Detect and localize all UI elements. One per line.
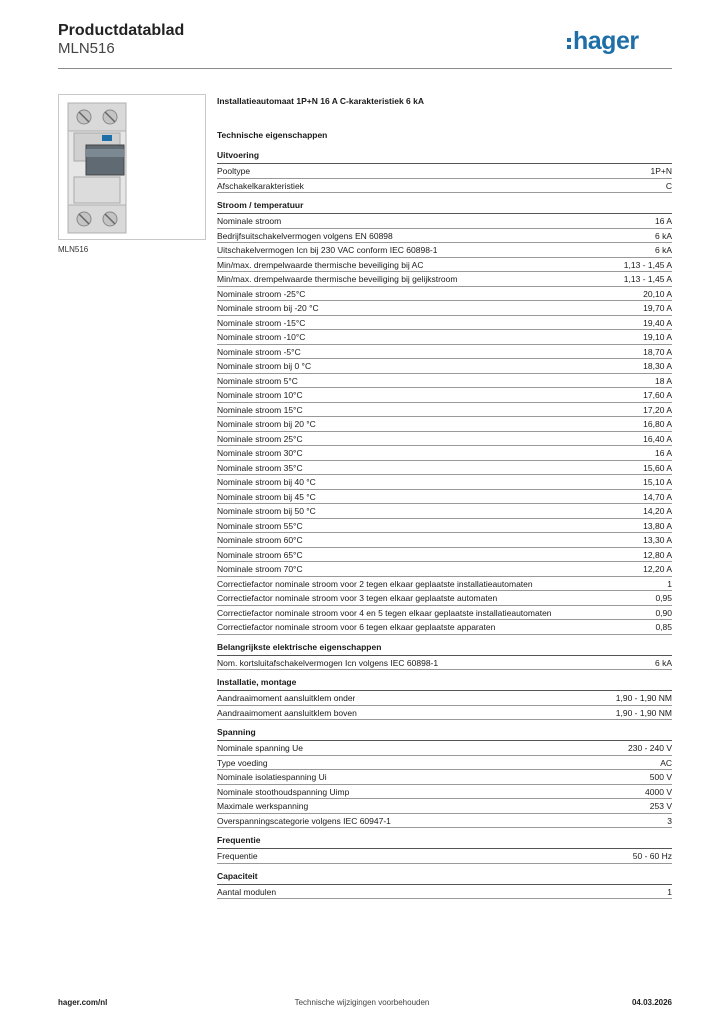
spec-section	[217, 835, 672, 864]
spec-label: Min/max. drempelwaarde thermische beveiliging bij AC	[217, 259, 424, 270]
spec-value: 16,40 A	[643, 433, 672, 444]
spec-row	[217, 814, 672, 829]
spec-row	[217, 272, 672, 287]
spec-label: Correctiefactor nominale stroom voor 4 en 5 tegen elkaar geplaatste installatieautomaten	[217, 607, 552, 618]
spec-row	[217, 606, 672, 621]
spec-value: AC	[660, 757, 672, 768]
section-title: Belangrijkste elektrische eigenschappen	[217, 642, 672, 656]
spec-row	[217, 691, 672, 706]
product-image	[58, 94, 206, 240]
spec-value: 230 - 240 V	[628, 743, 672, 753]
spec-label: Correctiefactor nominale stroom voor 6 tegen elkaar geplaatste apparaten	[217, 622, 496, 632]
spec-value: 16,80 A	[643, 419, 672, 429]
spec-value: 1,13 - 1,45 A	[623, 274, 672, 284]
spec-value: 18 A	[654, 375, 672, 386]
spec-label: Nominale stroom 55°C	[217, 520, 303, 531]
spec-row	[217, 785, 672, 800]
spec-row	[217, 475, 672, 490]
spec-row	[217, 504, 672, 519]
footer-website-link[interactable]: hager.com/nl	[58, 998, 108, 1007]
circuit-breaker-image	[66, 101, 128, 235]
spec-row	[217, 577, 672, 592]
spec-label: Min/max. drempelwaarde thermische beveiliging bij gelijkstroom	[217, 274, 458, 284]
spec-row	[217, 849, 672, 864]
spec-row	[217, 770, 672, 785]
spec-row	[217, 562, 672, 577]
footer-disclaimer: Technische wijzigingen voorbehouden	[294, 998, 430, 1007]
section-title: Uitvoering	[217, 150, 672, 164]
spec-value: 18,30 A	[643, 361, 672, 371]
spec-sections	[217, 150, 672, 899]
spec-label: Aantal modulen	[217, 886, 277, 897]
spec-section	[217, 871, 672, 900]
spec-row	[217, 533, 672, 548]
spec-label: Nominale stroom 65°C	[217, 549, 303, 560]
spec-content	[217, 96, 672, 906]
spec-label: Nom. kortsluitafschakelvermogen Icn volgens IEC 60898-1	[217, 657, 439, 668]
spec-label: Bedrijfsuitschakelvermogen volgens EN 60898	[217, 230, 393, 241]
spec-value: 1	[667, 578, 672, 589]
spec-value: 50 - 60 Hz	[632, 851, 672, 861]
footer-date: 04.03.2026	[631, 998, 672, 1007]
spec-label: Nominale stroom 25°C	[217, 433, 303, 444]
spec-value: 4000 V	[645, 786, 672, 797]
spec-row	[217, 345, 672, 360]
spec-row	[217, 179, 672, 194]
spec-value: 14,20 A	[643, 506, 672, 516]
header-rule	[58, 68, 672, 69]
spec-value: 19,40 A	[643, 317, 672, 328]
spec-label: Nominale stroom bij 50 °C	[217, 506, 316, 516]
spec-label: Maximale werkspanning	[217, 801, 309, 811]
section-title: Capaciteit	[217, 871, 672, 885]
hager-logo[interactable]	[566, 27, 639, 56]
spec-label: Nominale stroom 60°C	[217, 535, 303, 545]
spec-row	[217, 243, 672, 258]
spec-row	[217, 316, 672, 331]
spec-label: Nominale stroom 70°C	[217, 564, 303, 574]
spec-section	[217, 727, 672, 828]
section-title: Frequentie	[217, 835, 672, 849]
spec-label: Nominale spanning Ue	[217, 743, 303, 753]
spec-row	[217, 548, 672, 563]
spec-value: 6 kA	[654, 230, 672, 241]
spec-value: 500 V	[649, 772, 672, 782]
spec-section	[217, 642, 672, 671]
spec-value: 6 kA	[654, 657, 672, 668]
spec-label: Nominale stroom 15°C	[217, 404, 303, 415]
spec-label: Nominale stroom -25°C	[217, 288, 306, 299]
spec-value: 1P+N	[650, 166, 672, 176]
spec-row	[217, 214, 672, 229]
spec-row	[217, 417, 672, 432]
spec-label: Nominale stroom 30°C	[217, 448, 303, 458]
spec-label: Nominale stroom bij 45 °C	[217, 491, 316, 502]
spec-row	[217, 359, 672, 374]
spec-label: Nominale stroom 10°C	[217, 390, 303, 400]
spec-label: Uitschakelvermogen Icn bij 230 VAC conform IEC 60898-1	[217, 245, 438, 255]
spec-value: 12,80 A	[643, 549, 672, 560]
section-title: Spanning	[217, 727, 672, 741]
spec-value: 0,85	[655, 622, 672, 632]
spec-label: Aandraaimoment aansluitklem onder	[217, 693, 356, 703]
spec-label: Nominale stroom	[217, 216, 282, 226]
spec-label: Nominale stroom bij 0 °C	[217, 361, 312, 371]
spec-row	[217, 287, 672, 302]
section-title: Installatie, montage	[217, 677, 672, 691]
spec-value: 18,70 A	[643, 346, 672, 357]
spec-value: 15,60 A	[643, 462, 672, 473]
section-title: Stroom / temperatuur	[217, 200, 672, 214]
spec-section	[217, 150, 672, 193]
spec-label: Correctiefactor nominale stroom voor 2 tegen elkaar geplaatste installatieautomaten	[217, 578, 533, 589]
spec-section	[217, 200, 672, 635]
spec-label: Nominale stroom 35°C	[217, 462, 303, 473]
spec-label: Pooltype	[217, 166, 251, 176]
spec-value: 17,20 A	[643, 404, 672, 415]
spec-value: 0,90	[655, 607, 672, 618]
spec-value: 16 A	[654, 448, 672, 458]
spec-row	[217, 656, 672, 671]
spec-label: Nominale stroom bij -20 °C	[217, 303, 319, 313]
spec-row	[217, 799, 672, 814]
spec-label: Nominale stroom bij 20 °C	[217, 419, 316, 429]
spec-row	[217, 741, 672, 756]
spec-row	[217, 519, 672, 534]
spec-row	[217, 591, 672, 606]
spec-label: Overspanningscategorie volgens IEC 60947-1	[217, 815, 391, 826]
spec-row	[217, 706, 672, 721]
spec-row	[217, 885, 672, 900]
spec-row	[217, 388, 672, 403]
spec-label: Aandraaimoment aansluitklem boven	[217, 707, 357, 718]
spec-value: 1,90 - 1,90 NM	[615, 707, 672, 718]
spec-label: Correctiefactor nominale stroom voor 3 tegen elkaar geplaatste automaten	[217, 593, 498, 603]
spec-value: 253 V	[649, 801, 672, 811]
spec-row	[217, 330, 672, 345]
spec-value: 19,70 A	[643, 303, 672, 313]
spec-row	[217, 756, 672, 771]
spec-value: C	[665, 180, 672, 191]
spec-value: 12,20 A	[643, 564, 672, 574]
spec-label: Nominale stroom bij 40 °C	[217, 477, 316, 487]
spec-row	[217, 461, 672, 476]
spec-label: Nominale stoothoudspanning Uimp	[217, 786, 350, 797]
spec-row	[217, 403, 672, 418]
spec-value: 6 kA	[654, 245, 672, 255]
spec-value: 13,30 A	[643, 535, 672, 545]
spec-label: Type voeding	[217, 757, 268, 768]
spec-label: Nominale stroom 5°C	[217, 375, 298, 386]
tech-properties-heading: Technische eigenschappen	[217, 130, 328, 140]
spec-row	[217, 301, 672, 316]
spec-label: Nominale isolatiespanning Ui	[217, 772, 327, 782]
header-title: Productdatablad	[58, 22, 185, 39]
product-title: Installatieautomaat 1P+N 16 A C-karakteristiek 6 kA	[217, 96, 425, 106]
spec-label: Afschakelkarakteristiek	[217, 180, 304, 191]
spec-label: Nominale stroom -5°C	[217, 346, 301, 357]
spec-label: Nominale stroom -10°C	[217, 332, 306, 342]
spec-label: Nominale stroom -15°C	[217, 317, 306, 328]
spec-value: 1,90 - 1,90 NM	[615, 693, 672, 703]
spec-row	[217, 164, 672, 179]
spec-value: 19,10 A	[643, 332, 672, 342]
spec-value: 20,10 A	[643, 288, 672, 299]
spec-row	[217, 432, 672, 447]
spec-row	[217, 229, 672, 244]
spec-value: 16 A	[654, 216, 672, 226]
product-caption: MLN516	[58, 245, 89, 254]
spec-row	[217, 620, 672, 635]
logo-dots-icon	[566, 31, 573, 51]
spec-value: 14,70 A	[643, 491, 672, 502]
spec-row	[217, 374, 672, 389]
spec-value: 13,80 A	[643, 520, 672, 531]
spec-row	[217, 490, 672, 505]
spec-value: 0,95	[655, 593, 672, 603]
spec-value: 1	[667, 886, 672, 897]
spec-row	[217, 258, 672, 273]
spec-value: 15,10 A	[643, 477, 672, 487]
spec-row	[217, 446, 672, 461]
spec-label: Frequentie	[217, 851, 258, 861]
spec-value: 3	[667, 815, 672, 826]
spec-value: 17,60 A	[643, 390, 672, 400]
logo-text: hager	[573, 27, 639, 55]
header-subtitle: MLN516	[58, 40, 115, 57]
spec-value: 1,13 - 1,45 A	[623, 259, 672, 270]
spec-section	[217, 677, 672, 720]
